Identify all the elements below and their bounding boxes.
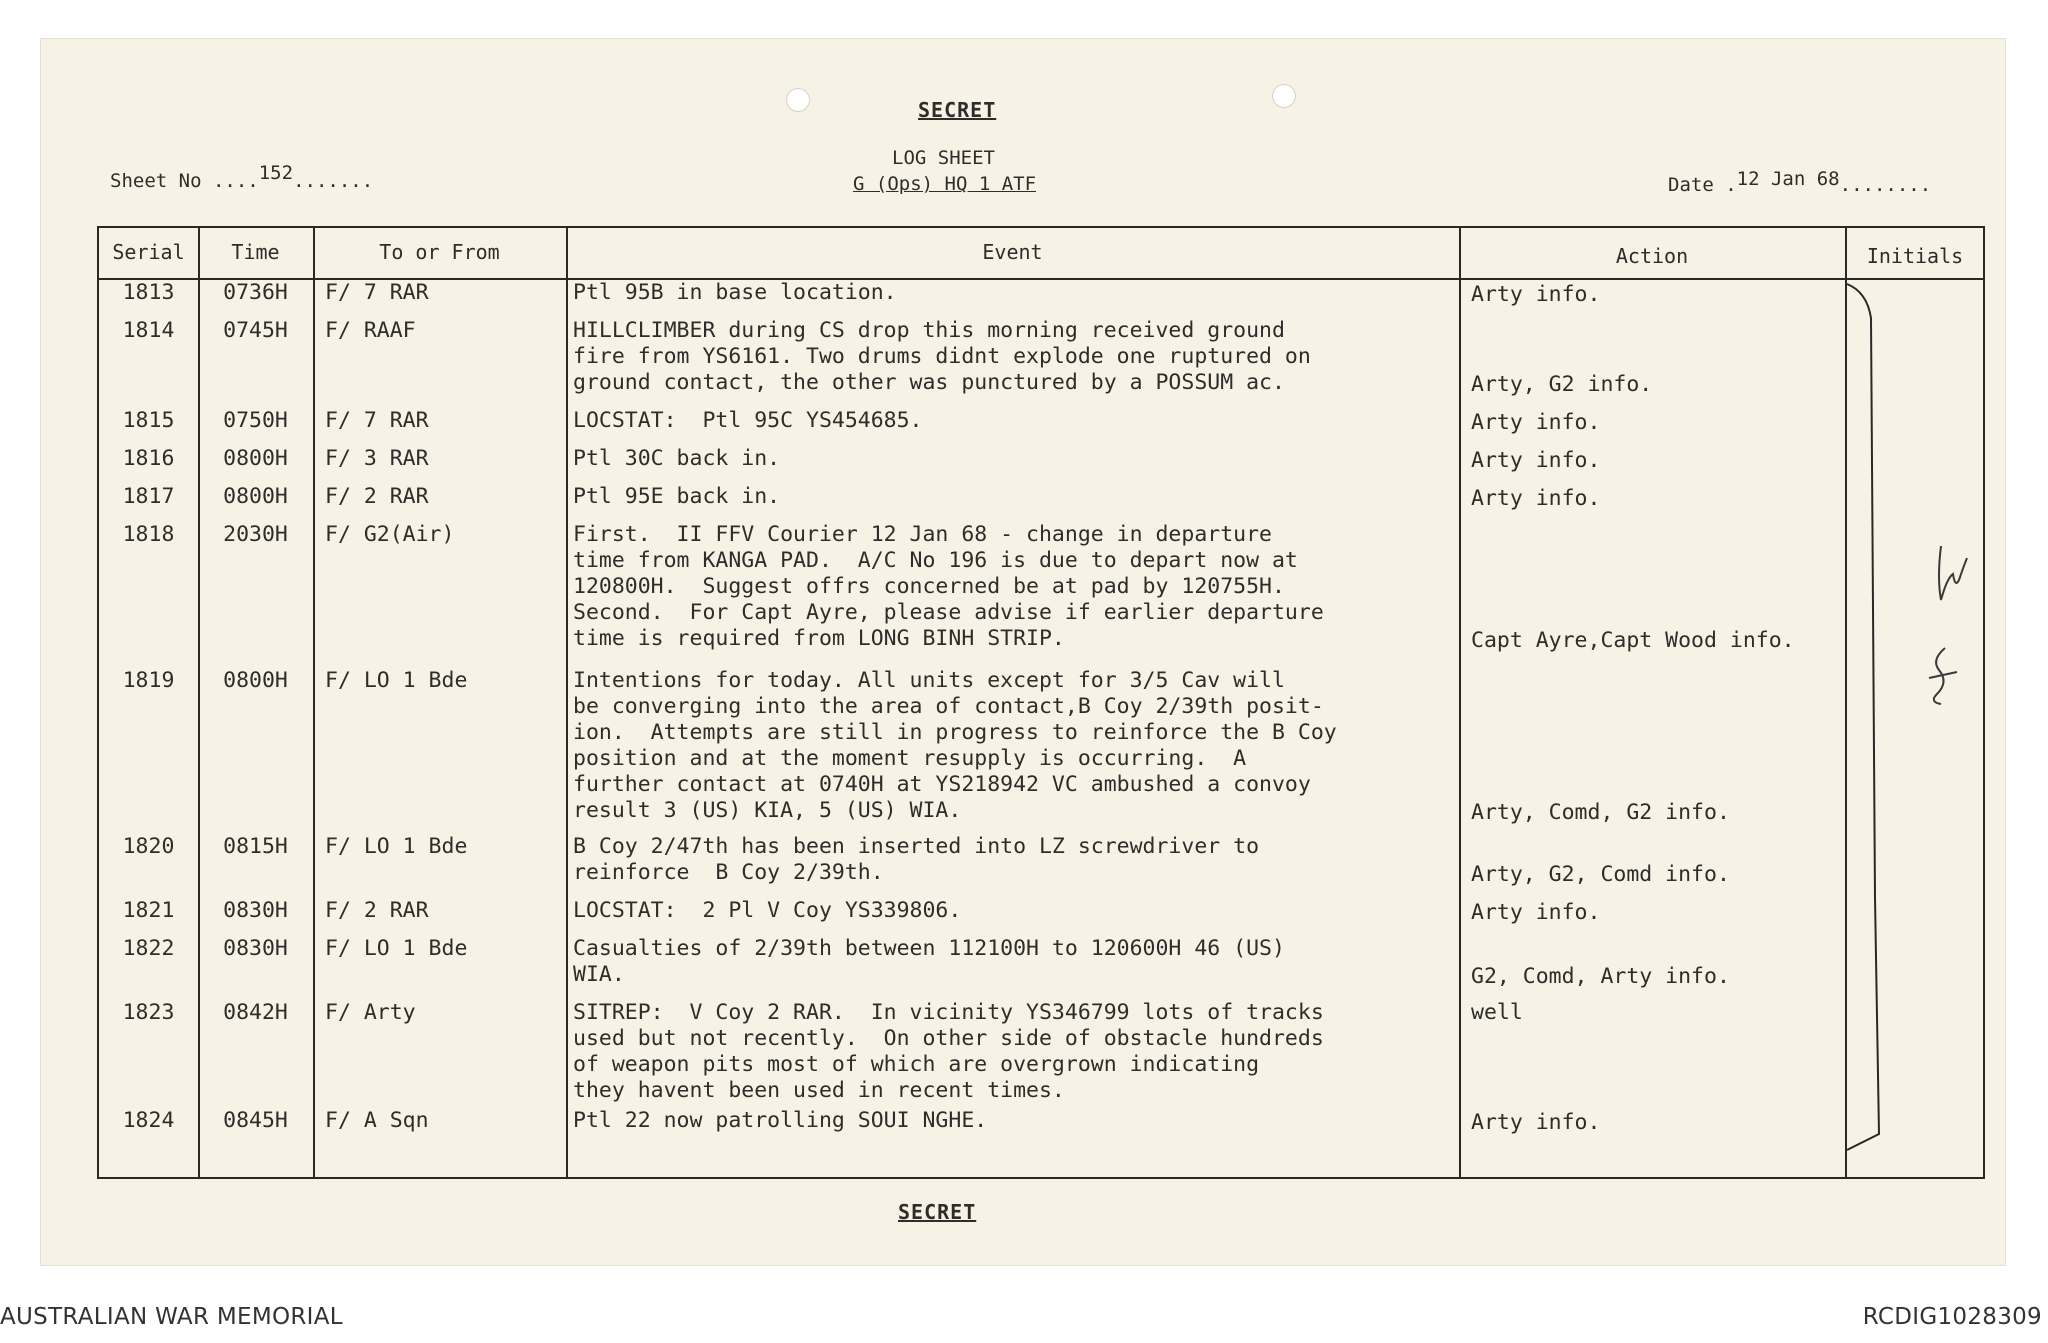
secret-heading-top: SECRET [918,98,997,122]
serial-cell: 1817 [122,484,175,509]
event-line: 120800H. Suggest offrs concerned be at pad by 120755H. [573,574,1285,599]
event-line: HILLCLIMBER during CS drop this morning received ground [573,318,1285,343]
table-row [99,318,1983,396]
to-or-from-cell: F/ G2(Air) [325,522,455,547]
serial-cell: 1819 [122,668,175,693]
action-cell: Arty info. [1471,1110,1601,1135]
column-header-time: Time [231,240,280,264]
to-or-from-cell: F/ 2 RAR [325,484,429,509]
table-row [99,408,1983,434]
event-cell [573,280,1553,306]
event-line: reinforce B Coy 2/39th. [573,860,884,885]
sheet-number-value: 152 [258,162,294,184]
sheet-dots-right: ....... [293,170,374,192]
event-cell [573,522,1553,652]
event-cell [573,446,1553,472]
event-line: Ptl 95E back in. [573,484,781,509]
event-cell [573,1000,1553,1104]
event-line: used but not recently. On other side of obstacle hundreds [573,1026,1324,1051]
to-or-from-cell: F/ RAAF [325,318,416,343]
event-line: be converging into the area of contact,B Coy 2/39th posit- [573,694,1324,719]
event-line: ion. Attempts are still in progress to reinforce the B Coy [573,720,1337,745]
event-line: they havent been used in recent times. [573,1078,1065,1103]
event-cell [573,408,1553,434]
to-or-from-cell: F/ LO 1 Bde [325,668,468,693]
time-cell: 0845H [223,1108,288,1133]
log-table [97,226,1985,1179]
action-cell: G2, Comd, Arty info. [1471,964,1730,989]
table-row [99,936,1983,988]
column-header-action: Action [1615,244,1689,268]
serial-cell: 1820 [122,834,175,859]
action-cell: Arty, Comd, G2 info. [1471,800,1730,825]
event-line: of weapon pits most of which are overgrown indicating [573,1052,1260,1077]
date-value: 12 Jan 68 [1736,168,1840,190]
action-cell: Arty info. [1471,900,1601,925]
action-cell: Arty info. [1471,282,1601,307]
time-cell: 0800H [223,484,288,509]
action-cell: Arty info. [1471,486,1601,511]
action-cell: Arty info. [1471,410,1601,435]
table-row [99,668,1983,824]
punch-hole-left [786,88,810,112]
to-or-from-cell: F/ A Sqn [325,1108,429,1133]
sheet-number [110,162,374,192]
event-line: time from KANGA PAD. A/C No 196 is due to depart now at [573,548,1298,573]
action-cell: Capt Ayre,Capt Wood info. [1471,628,1795,653]
time-cell: 0830H [223,936,288,961]
serial-cell: 1818 [122,522,175,547]
action-cell: Arty, G2, Comd info. [1471,862,1730,887]
secret-heading-bottom: SECRET [898,1200,977,1224]
time-cell: 0815H [223,834,288,859]
action-cell: well [1471,1000,1523,1025]
event-line: Ptl 95B in base location. [573,280,897,305]
event-line: Intentions for today. All units except for 3/5 Cav will [573,668,1285,693]
column-header-serial: Serial [112,240,185,264]
event-cell [573,834,1553,886]
column-header-to-or-from: To or From [379,240,500,264]
table-row [99,522,1983,652]
to-or-from-cell: F/ 7 RAR [325,408,429,433]
event-cell [573,1108,1553,1134]
event-line: LOCSTAT: Ptl 95C YS454685. [573,408,923,433]
to-or-from-cell: F/ Arty [325,1000,416,1025]
time-cell: 0745H [223,318,288,343]
serial-cell: 1822 [122,936,175,961]
event-cell [573,668,1553,824]
serial-cell: 1823 [122,1000,175,1025]
serial-cell: 1815 [122,408,175,433]
to-or-from-cell: F/ 3 RAR [325,446,429,471]
event-line: position and at the moment resupply is occurring. A [573,746,1247,771]
serial-cell: 1816 [122,446,175,471]
to-or-from-cell: F/ 2 RAR [325,898,429,923]
footer-left: AUSTRALIAN WAR MEMORIAL [0,1304,343,1330]
time-cell: 2030H [223,522,288,547]
table-row [99,446,1983,472]
event-line: WIA. [573,962,625,987]
event-line: fire from YS6161. Two drums didnt explode one ruptured on [573,344,1311,369]
table-row [99,484,1983,510]
punch-hole-right [1272,84,1296,108]
column-header-event: Event [982,240,1043,264]
event-line: result 3 (US) KIA, 5 (US) WIA. [573,798,962,823]
event-line: Ptl 30C back in. [573,446,781,471]
table-row [99,898,1983,924]
sheet-dots-left: .... [212,170,259,192]
time-cell: 0800H [223,668,288,693]
table-row [99,1000,1983,1104]
time-cell: 0830H [223,898,288,923]
event-cell [573,898,1553,924]
time-cell: 0842H [223,1000,288,1025]
serial-cell: 1824 [122,1108,175,1133]
sheet-date [1668,168,1932,196]
event-line: Casualties of 2/39th between 112100H to 120600H 46 (US) [573,936,1285,961]
event-cell [573,318,1553,396]
date-dots-left: . [1725,174,1737,196]
event-cell [573,936,1553,988]
event-line: First. II FFV Courier 12 Jan 68 - change in departure [573,522,1272,547]
event-line: ground contact, the other was punctured by a POSSUM ac. [573,370,1285,395]
table-row [99,280,1983,306]
time-cell: 0800H [223,446,288,471]
event-line: B Coy 2/47th has been inserted into LZ screwdriver to [573,834,1260,859]
log-sheet-subtitle: G (Ops) HQ 1 ATF [853,173,1037,195]
event-line: Ptl 22 now patrolling SOUI NGHE. [573,1108,988,1133]
to-or-from-cell: F/ LO 1 Bde [325,936,468,961]
date-dots-right: ........ [1839,174,1932,196]
column-header-initials: Initials [1866,244,1964,268]
log-sheet-title: LOG SHEET [892,147,995,169]
event-line: further contact at 0740H at YS218942 VC ambushed a convoy [573,772,1311,797]
event-line: time is required from LONG BINH STRIP. [573,626,1065,651]
to-or-from-cell: F/ 7 RAR [325,280,429,305]
event-cell [573,484,1553,510]
sheet-label: Sheet No [110,170,202,192]
serial-cell: 1821 [122,898,175,923]
serial-cell: 1813 [122,280,175,305]
serial-cell: 1814 [122,318,175,343]
action-cell: Arty info. [1471,448,1601,473]
time-cell: 0736H [223,280,288,305]
footer-right: RCDIG1028309 [1862,1304,2042,1330]
table-row [99,1108,1983,1134]
time-cell: 0750H [223,408,288,433]
date-label: Date [1668,174,1714,196]
action-cell: Arty, G2 info. [1471,372,1653,397]
event-line: SITREP: V Coy 2 RAR. In vicinity YS346799 lots of tracks [573,1000,1324,1025]
table-row [99,834,1983,886]
to-or-from-cell: F/ LO 1 Bde [325,834,468,859]
event-line: LOCSTAT: 2 Pl V Coy YS339806. [573,898,962,923]
event-line: Second. For Capt Ayre, please advise if earlier departure [573,600,1324,625]
